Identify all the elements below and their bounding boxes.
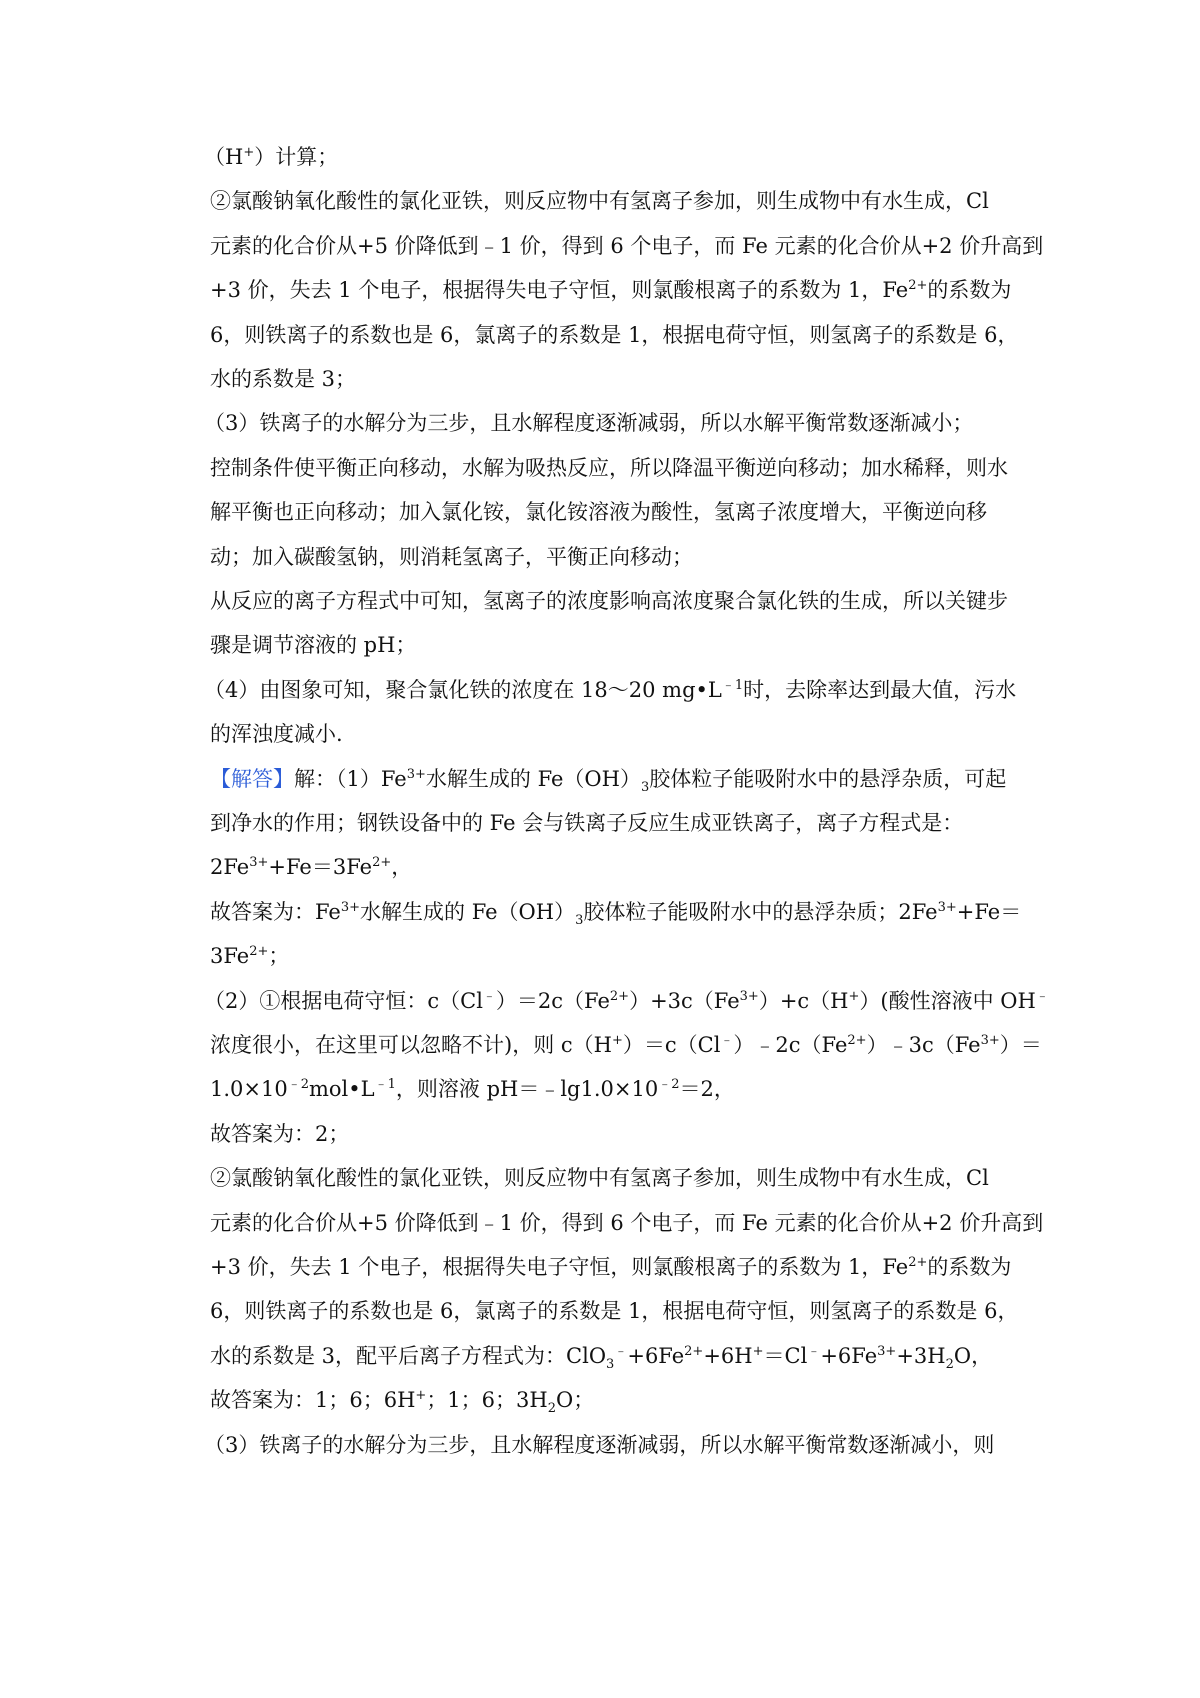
text-run: 3Fe bbox=[210, 944, 250, 969]
text-line bbox=[210, 364, 356, 394]
superscript: + bbox=[848, 988, 860, 1004]
text-line bbox=[210, 542, 693, 572]
text-run: O； bbox=[556, 1388, 595, 1413]
text-run: ＝2， bbox=[679, 1077, 735, 1102]
text-run: 水的系数是 3，配平后离子方程式为：ClO bbox=[210, 1343, 607, 1368]
text-line bbox=[210, 231, 1043, 261]
superscript: 2+ bbox=[249, 944, 269, 960]
text-run: 骤是调节溶液的 pH； bbox=[210, 633, 417, 658]
subscript: 3 bbox=[606, 1356, 615, 1372]
text-line bbox=[204, 408, 973, 438]
text-line bbox=[210, 1341, 992, 1371]
text-run: （3）铁离子的水解分为三步，且水解程度逐渐减弱，所以水解平衡常数逐渐减小，则 bbox=[204, 1432, 995, 1457]
superscript: ﹣ bbox=[614, 1343, 628, 1359]
text-line bbox=[210, 186, 989, 216]
text-line bbox=[210, 808, 963, 838]
superscript: 3+ bbox=[406, 766, 426, 782]
text-run: 的系数为 bbox=[927, 1255, 1012, 1279]
text-run: ）+3c（Fe bbox=[629, 988, 740, 1013]
text-run: ）﹣3c（Fe bbox=[866, 1033, 981, 1057]
superscript: 3+ bbox=[739, 988, 759, 1004]
text-run: O， bbox=[953, 1343, 993, 1368]
superscript: 2+ bbox=[847, 1033, 867, 1048]
text-run: ）＝ bbox=[999, 1033, 1042, 1057]
superscript: 3+ bbox=[249, 855, 269, 871]
superscript: ﹣ bbox=[720, 1033, 734, 1048]
superscript: 2+ bbox=[908, 278, 928, 294]
text-line bbox=[204, 675, 1016, 705]
text-run: +6H bbox=[703, 1343, 753, 1368]
text-line bbox=[210, 941, 289, 971]
text-run: 1.0×10 bbox=[210, 1077, 288, 1102]
superscript: 3+ bbox=[980, 1033, 1000, 1048]
text-line bbox=[210, 1296, 1018, 1326]
text-run: ）＝2c（Fe bbox=[495, 988, 610, 1013]
text-line bbox=[210, 630, 416, 660]
text-line bbox=[210, 586, 1008, 616]
text-line bbox=[204, 1430, 994, 1460]
text-line bbox=[210, 275, 1011, 305]
text-run: ；1；6；3H bbox=[426, 1388, 548, 1413]
text-run: ）计算； bbox=[254, 145, 339, 169]
text-run: ）(酸性溶液中 OH bbox=[859, 988, 1036, 1013]
superscript: + bbox=[243, 145, 255, 160]
text-run: 控制条件使平衡正向移动，水解为吸热反应，所以降温平衡逆向移动；加水稀释，则水 bbox=[210, 455, 1008, 480]
text-run: 6，则铁离子的系数也是 6，氯离子的系数是 1，根据电荷守恒，则氢离子的系数是 6， bbox=[210, 322, 1019, 347]
subscript: 3 bbox=[640, 779, 650, 795]
superscript: 2+ bbox=[372, 855, 392, 871]
text-run: 解平衡也正向移动；加入氯化铵，氯化铵溶液为酸性，氢离子浓度增大，平衡逆向移 bbox=[210, 500, 987, 525]
text-line bbox=[210, 453, 1008, 483]
superscript: ﹣ bbox=[807, 1343, 821, 1359]
text-run: ，则溶液 pH＝﹣lg1.0×10 bbox=[395, 1077, 659, 1102]
superscript: + bbox=[611, 1033, 623, 1048]
text-run: ＝Cl bbox=[763, 1343, 808, 1368]
superscript: ﹣2 bbox=[287, 1077, 309, 1093]
text-run: 2Fe bbox=[210, 855, 250, 880]
text-run: +3 价，失去 1 个电子，根据得失电子守恒，则氯酸根离子的系数为 1，Fe bbox=[210, 1255, 909, 1279]
text-run: ； bbox=[268, 944, 290, 969]
subscript: 3 bbox=[575, 912, 584, 928]
superscript: ﹣ bbox=[482, 988, 496, 1004]
subscript: 2 bbox=[547, 1401, 556, 1417]
text-run: 时，去除率达到最大值，污水 bbox=[743, 677, 1017, 702]
superscript: 3+ bbox=[937, 899, 957, 915]
superscript: ﹣ bbox=[1035, 988, 1049, 1004]
text-run: （3）铁离子的水解分为三步，且水解程度逐渐减弱，所以水解平衡常数逐渐减小； bbox=[204, 411, 974, 436]
text-run: （H bbox=[204, 145, 244, 169]
text-run: ， bbox=[391, 855, 413, 880]
text-line bbox=[210, 852, 412, 882]
text-line bbox=[210, 1030, 1042, 1060]
superscript: 3+ bbox=[877, 1343, 897, 1359]
text-run: ）+c（H bbox=[758, 988, 849, 1013]
text-run: 解：（1）Fe bbox=[294, 766, 407, 791]
text-run: ②氯酸钠氧化酸性的氯化亚铁，则反应物中有氢离子参加，则生成物中有水生成，Cl bbox=[210, 1166, 989, 1191]
text-run: 水解生成的 Fe（OH） bbox=[360, 899, 576, 924]
text-line bbox=[210, 764, 1006, 794]
text-line bbox=[210, 497, 987, 527]
text-line bbox=[210, 897, 1021, 927]
text-run: （4）由图象可知，聚合氯化铁的浓度在 18～20 mg•L bbox=[204, 677, 722, 702]
text-line bbox=[204, 986, 1049, 1016]
text-run: ）﹣2c（Fe bbox=[733, 1033, 848, 1057]
text-run: 元素的化合价从+5 价降低到﹣1 价，得到 6 个电子，而 Fe 元素的化合价从+2 价升高到 bbox=[210, 1210, 1044, 1235]
text-run: ）＝c（Cl bbox=[622, 1033, 721, 1057]
text-line bbox=[210, 719, 343, 749]
superscript: 2+ bbox=[684, 1343, 704, 1359]
text-run: 动；加入碳酸氢钠，则消耗氢离子，平衡正向移动； bbox=[210, 544, 693, 569]
text-run: 故答案为：Fe bbox=[210, 899, 341, 924]
text-run: 的浑浊度减小. bbox=[210, 722, 343, 747]
text-run: +3 价，失去 1 个电子，根据得失电子守恒，则氯酸根离子的系数为 1，Fe bbox=[210, 278, 909, 303]
superscript: + bbox=[415, 1388, 427, 1404]
superscript: 2+ bbox=[609, 988, 630, 1004]
text-run: 元素的化合价从+5 价降低到﹣1 价，得到 6 个电子，而 Fe 元素的化合价从+2 价升高到 bbox=[210, 233, 1044, 258]
text-run: 到净水的作用；钢铁设备中的 Fe 会与铁离子反应生成亚铁离子，离子方程式是： bbox=[210, 811, 964, 835]
subscript: 2 bbox=[945, 1356, 954, 1372]
text-run: 浓度很小，在这里可以忽略不计)，则 c（H bbox=[210, 1033, 612, 1057]
text-line bbox=[210, 1074, 735, 1104]
text-line bbox=[210, 320, 1018, 350]
text-run: （2）①根据电荷守恒：c（Cl bbox=[204, 988, 483, 1013]
text-run: 水解生成的 Fe（OH） bbox=[425, 766, 641, 791]
superscript: + bbox=[752, 1343, 764, 1359]
text-run: +3H bbox=[896, 1343, 946, 1368]
text-run: 水的系数是 3； bbox=[210, 367, 357, 391]
text-line bbox=[210, 1385, 594, 1415]
superscript: ﹣1 bbox=[374, 1077, 396, 1093]
text-run: mol•L bbox=[309, 1077, 375, 1102]
text-line bbox=[210, 1163, 989, 1193]
text-line bbox=[210, 1119, 349, 1149]
text-run: ②氯酸钠氧化酸性的氯化亚铁，则反应物中有氢离子参加，则生成物中有水生成，Cl bbox=[210, 189, 989, 214]
text-run: +6Fe bbox=[627, 1343, 685, 1368]
text-line bbox=[210, 1252, 1011, 1282]
superscript: ﹣1 bbox=[721, 677, 744, 693]
text-run: +Fe＝3Fe bbox=[268, 855, 373, 880]
superscript: ﹣2 bbox=[658, 1077, 680, 1093]
superscript: 2+ bbox=[908, 1255, 928, 1270]
text-run: 故答案为：1；6；6H bbox=[210, 1388, 416, 1413]
answer-tag: 【解答】 bbox=[210, 766, 294, 791]
text-run: +Fe＝ bbox=[956, 899, 1022, 924]
text-run: 6，则铁离子的系数也是 6，氯离子的系数是 1，根据电荷守恒，则氢离子的系数是 6， bbox=[210, 1299, 1019, 1324]
text-line bbox=[210, 1208, 1043, 1238]
text-run: 胶体粒子能吸附水中的悬浮杂质，可起 bbox=[649, 766, 1007, 791]
text-run: 胶体粒子能吸附水中的悬浮杂质；2Fe bbox=[583, 899, 938, 924]
text-run: +6Fe bbox=[820, 1343, 878, 1368]
text-line bbox=[204, 142, 338, 172]
superscript: 3+ bbox=[340, 899, 361, 915]
text-run: 故答案为：2； bbox=[210, 1121, 350, 1146]
text-run: 的系数为 bbox=[927, 278, 1012, 303]
text-run: 从反应的离子方程式中可知，氢离子的浓度影响高浓度聚合氯化铁的生成，所以关键步 bbox=[210, 589, 1008, 613]
